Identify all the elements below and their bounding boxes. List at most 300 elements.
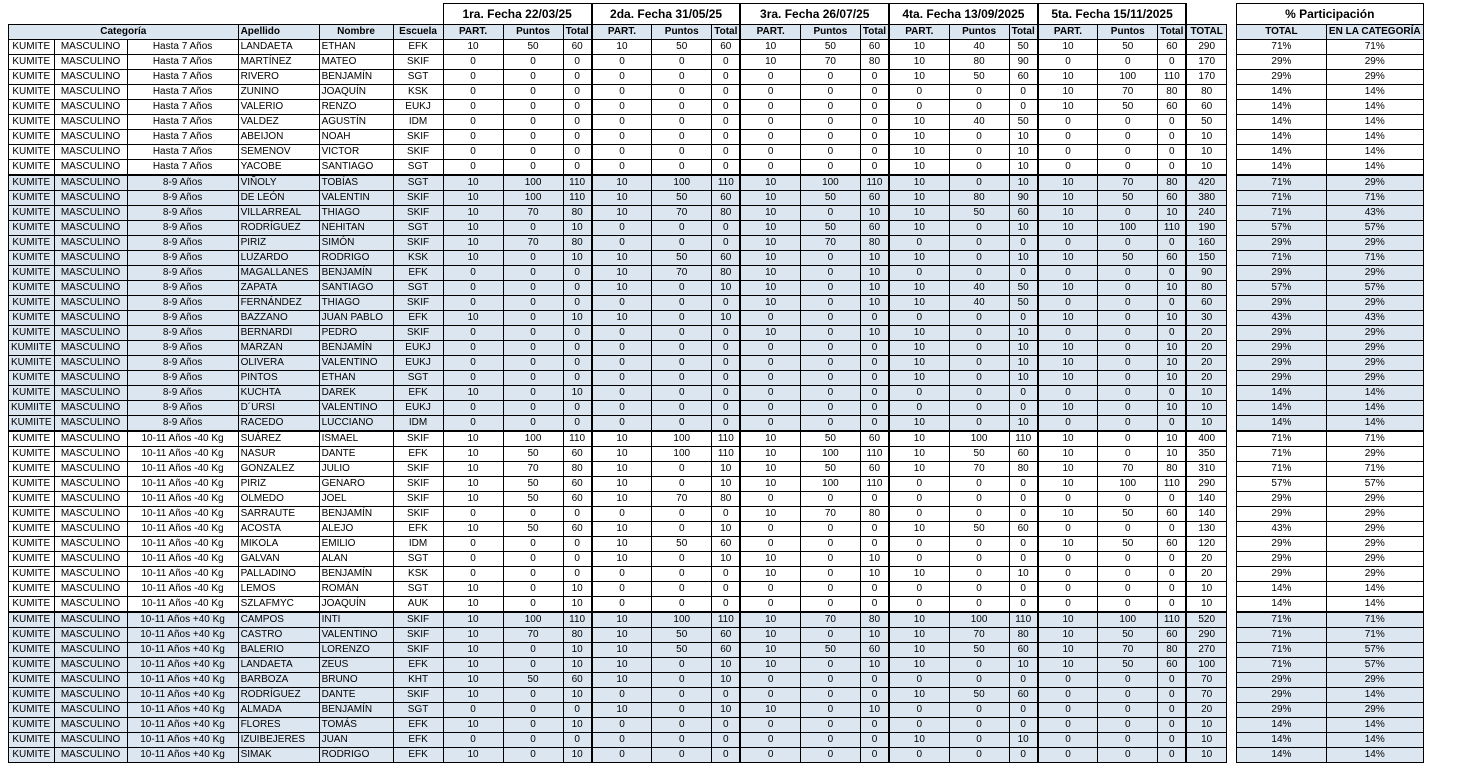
cell-f1-total: 10 [563, 718, 592, 733]
cell-f4-part: 0 [889, 597, 949, 613]
cell-f1-part: 10 [443, 582, 503, 597]
cell-total: 10 [1186, 145, 1226, 160]
cell-f5-part: 10 [1038, 40, 1098, 55]
cell-apellido: CAMPOS [238, 612, 319, 628]
cell-f1-total: 10 [563, 582, 592, 597]
cell-f2-total: 110 [712, 447, 741, 462]
cell-tipo: KUMITE [9, 311, 55, 326]
table-row [9, 431, 1424, 447]
cell-f3-part: 10 [740, 703, 800, 718]
cell-f3-part: 0 [740, 115, 800, 130]
cell-f4-puntos: 50 [949, 447, 1009, 462]
cell-pct-total: 29% [1236, 341, 1326, 356]
table-row [9, 416, 1424, 432]
table-row [9, 688, 1424, 703]
cell-f1-part: 0 [443, 160, 503, 176]
cell-f3-total: 110 [860, 447, 889, 462]
cell-f3-part: 0 [740, 341, 800, 356]
cell-f4-puntos: 0 [949, 582, 1009, 597]
cell-f4-puntos: 0 [949, 100, 1009, 115]
cell-pct-categoria: 29% [1326, 356, 1423, 371]
cell-tipo: KUMITE [9, 673, 55, 688]
cell-categoria: 8-9 Años [127, 311, 238, 326]
cell-f1-part: 10 [443, 612, 503, 628]
cell-apellido: SARRAUTE [238, 507, 319, 522]
cell-nombre: GENARO [319, 477, 393, 492]
table-row [9, 221, 1424, 236]
cell-f5-puntos: 0 [1098, 206, 1158, 221]
cell-f1-total: 0 [563, 416, 592, 432]
cell-total: 290 [1186, 40, 1226, 55]
cell-apellido: PINTOS [238, 371, 319, 386]
cell-genero: MASCULINO [54, 341, 127, 356]
cell-apellido: ACOSTA [238, 522, 319, 537]
cell-f2-puntos: 0 [652, 371, 712, 386]
cell-f3-puntos: 0 [800, 356, 860, 371]
cell-f2-part: 0 [592, 507, 652, 522]
cell-apellido: VIÑOLY [238, 175, 319, 191]
part-header: PART. [740, 25, 800, 40]
cell-f2-total: 110 [712, 431, 741, 447]
cell-f1-puntos: 100 [503, 431, 563, 447]
cell-f3-total: 0 [860, 371, 889, 386]
cell-f5-puntos: 0 [1098, 145, 1158, 160]
cell-f3-puntos: 0 [800, 85, 860, 100]
cell-f3-total: 10 [860, 628, 889, 643]
cell-f4-puntos: 50 [949, 206, 1009, 221]
cell-f5-total: 10 [1158, 401, 1187, 416]
cell-f1-total: 80 [563, 206, 592, 221]
cell-pct-total: 14% [1236, 718, 1326, 733]
cell-nombre: JULIO [319, 462, 393, 477]
cell-f3-part: 10 [740, 236, 800, 251]
cell-f5-part: 0 [1038, 492, 1098, 507]
cell-f2-total: 0 [712, 145, 741, 160]
cell-f4-total: 60 [1009, 447, 1038, 462]
cell-nombre: BENJAMÍN [319, 567, 393, 582]
cell-f3-total: 0 [860, 597, 889, 613]
cell-f5-total: 10 [1158, 341, 1187, 356]
cell-genero: MASCULINO [54, 658, 127, 673]
cell-f1-puntos: 50 [503, 40, 563, 55]
cell-genero: MASCULINO [54, 175, 127, 191]
cell-f1-part: 10 [443, 718, 503, 733]
cell-f2-part: 0 [592, 371, 652, 386]
cell-f2-part: 10 [592, 175, 652, 191]
cell-f5-part: 0 [1038, 130, 1098, 145]
cell-f4-puntos: 0 [949, 718, 1009, 733]
cell-apellido: MARTÍNEZ [238, 55, 319, 70]
cell-f4-puntos: 0 [949, 477, 1009, 492]
cell-genero: MASCULINO [54, 537, 127, 552]
cell-f1-part: 10 [443, 673, 503, 688]
cell-f2-total: 0 [712, 386, 741, 401]
cell-f3-part: 10 [740, 206, 800, 221]
cell-nombre: JUAN PABLO [319, 311, 393, 326]
cell-f2-puntos: 0 [652, 718, 712, 733]
cell-f1-part: 0 [443, 130, 503, 145]
cell-f2-puntos: 50 [652, 251, 712, 266]
cell-pct-total: 14% [1236, 386, 1326, 401]
table-row [9, 612, 1424, 628]
cell-escuela: EFK [393, 266, 443, 281]
cell-escuela: SKIF [393, 55, 443, 70]
cell-f5-puntos: 50 [1098, 100, 1158, 115]
cell-tipo: KUMITE [9, 507, 55, 522]
cell-pct-categoria: 57% [1326, 221, 1423, 236]
cell-f2-puntos: 0 [652, 100, 712, 115]
cell-f2-puntos: 0 [652, 326, 712, 341]
cell-nombre: VALENTINO [319, 628, 393, 643]
cell-tipo: KUMITE [9, 597, 55, 613]
cell-f5-total: 0 [1158, 160, 1187, 176]
cell-apellido: SIMAK [238, 748, 319, 763]
cell-f2-part: 0 [592, 341, 652, 356]
cell-genero: MASCULINO [54, 431, 127, 447]
cell-f2-part: 10 [592, 492, 652, 507]
cell-f3-total: 110 [860, 175, 889, 191]
cell-f5-total: 0 [1158, 748, 1187, 763]
cell-f1-total: 80 [563, 462, 592, 477]
table-row [9, 160, 1424, 176]
cell-total: 20 [1186, 567, 1226, 582]
categoria-header: Categoría [9, 25, 239, 40]
cell-tipo: KUMITE [9, 477, 55, 492]
cell-f4-total: 0 [1009, 507, 1038, 522]
cell-pct-total: 71% [1236, 612, 1326, 628]
cell-categoria: Hasta 7 Años [127, 145, 238, 160]
cell-f1-puntos: 70 [503, 206, 563, 221]
cell-f1-part: 10 [443, 477, 503, 492]
cell-categoria: Hasta 7 Años [127, 70, 238, 85]
table-row [9, 191, 1424, 206]
cell-f5-total: 0 [1158, 673, 1187, 688]
table-row [9, 628, 1424, 643]
cell-apellido: SUÁREZ [238, 431, 319, 447]
cell-f4-part: 0 [889, 311, 949, 326]
cell-categoria: 8-9 Años [127, 356, 238, 371]
cell-f3-part: 10 [740, 567, 800, 582]
cell-f3-part: 10 [740, 191, 800, 206]
cell-f1-total: 10 [563, 597, 592, 613]
cell-f5-total: 0 [1158, 718, 1187, 733]
table-row [9, 266, 1424, 281]
cell-apellido: OLMEDO [238, 492, 319, 507]
cell-apellido: LUZARDO [238, 251, 319, 266]
cell-f2-puntos: 0 [652, 55, 712, 70]
cell-f3-puntos: 70 [800, 236, 860, 251]
cell-total: 170 [1186, 55, 1226, 70]
cell-total: 70 [1186, 673, 1226, 688]
cell-f5-total: 0 [1158, 703, 1187, 718]
cell-pct-total: 14% [1236, 100, 1326, 115]
cell-f5-part: 0 [1038, 703, 1098, 718]
cell-f1-total: 0 [563, 703, 592, 718]
cell-tipo: KUMIITE [9, 401, 55, 416]
cell-f2-puntos: 70 [652, 206, 712, 221]
cell-f4-part: 10 [889, 462, 949, 477]
pct-categoria-header: EN LA CATEGORÍA [1326, 25, 1423, 40]
cell-total: 310 [1186, 462, 1226, 477]
cell-f1-part: 0 [443, 115, 503, 130]
cell-f4-part: 10 [889, 658, 949, 673]
table-row [9, 703, 1424, 718]
cell-f3-part: 0 [740, 416, 800, 432]
cell-f4-total: 80 [1009, 462, 1038, 477]
cell-tipo: KUMITE [9, 492, 55, 507]
cell-f1-total: 0 [563, 266, 592, 281]
cell-f2-puntos: 0 [652, 296, 712, 311]
cell-f1-part: 10 [443, 462, 503, 477]
cell-categoria: 10-11 Años +40 Kg [127, 718, 238, 733]
cell-categoria: 10-11 Años -40 Kg [127, 447, 238, 462]
cell-f5-total: 0 [1158, 688, 1187, 703]
cell-f4-total: 10 [1009, 221, 1038, 236]
cell-f4-total: 10 [1009, 130, 1038, 145]
cell-f1-puntos: 0 [503, 145, 563, 160]
cell-f2-total: 0 [712, 55, 741, 70]
cell-nombre: TOMÁS [319, 718, 393, 733]
cell-f4-part: 10 [889, 733, 949, 748]
cell-f1-part: 0 [443, 537, 503, 552]
table-row [9, 341, 1424, 356]
cell-escuela: SKIF [393, 492, 443, 507]
cell-pct-categoria: 14% [1326, 145, 1423, 160]
cell-f2-part: 0 [592, 582, 652, 597]
cell-f2-puntos: 0 [652, 281, 712, 296]
cell-f3-total: 60 [860, 191, 889, 206]
cell-f1-total: 110 [563, 191, 592, 206]
cell-f4-total: 10 [1009, 658, 1038, 673]
cell-f1-total: 0 [563, 371, 592, 386]
cell-genero: MASCULINO [54, 401, 127, 416]
cell-f1-puntos: 50 [503, 447, 563, 462]
cell-f2-puntos: 50 [652, 40, 712, 55]
cell-f3-total: 0 [860, 748, 889, 763]
cell-f5-total: 0 [1158, 236, 1187, 251]
cell-f3-part: 0 [740, 522, 800, 537]
cell-f4-total: 0 [1009, 236, 1038, 251]
cell-f3-total: 0 [860, 145, 889, 160]
cell-f2-part: 10 [592, 266, 652, 281]
cell-f5-total: 110 [1158, 477, 1187, 492]
cell-tipo: KUMITE [9, 145, 55, 160]
cell-genero: MASCULINO [54, 70, 127, 85]
cell-f5-total: 60 [1158, 537, 1187, 552]
cell-escuela: EFK [393, 748, 443, 763]
cell-categoria: 8-9 Años [127, 266, 238, 281]
cell-tipo: KUMITE [9, 612, 55, 628]
cell-pct-categoria: 14% [1326, 748, 1423, 763]
cell-categoria: Hasta 7 Años [127, 160, 238, 176]
cell-f4-part: 10 [889, 326, 949, 341]
cell-f5-part: 10 [1038, 371, 1098, 386]
cell-f4-part: 10 [889, 522, 949, 537]
cell-f2-part: 0 [592, 130, 652, 145]
cell-nombre: SIMÓN [319, 236, 393, 251]
cell-escuela: EUKJ [393, 401, 443, 416]
table-row [9, 55, 1424, 70]
cell-f4-puntos: 0 [949, 371, 1009, 386]
cell-f2-part: 0 [592, 688, 652, 703]
cell-total: 20 [1186, 371, 1226, 386]
header-row-columns [9, 25, 1424, 40]
cell-total: 20 [1186, 703, 1226, 718]
cell-f1-puntos: 0 [503, 130, 563, 145]
cell-f4-total: 10 [1009, 326, 1038, 341]
cell-f4-part: 10 [889, 206, 949, 221]
cell-f4-total: 0 [1009, 85, 1038, 100]
cell-total: 30 [1186, 311, 1226, 326]
cell-total: 20 [1186, 341, 1226, 356]
cell-f4-puntos: 0 [949, 658, 1009, 673]
cell-f3-total: 0 [860, 537, 889, 552]
cell-f2-total: 0 [712, 130, 741, 145]
cell-pct-categoria: 14% [1326, 130, 1423, 145]
cell-f3-puntos: 0 [800, 401, 860, 416]
cell-f3-puntos: 100 [800, 477, 860, 492]
cell-tipo: KUMITE [9, 191, 55, 206]
cell-f5-total: 80 [1158, 85, 1187, 100]
cell-f4-total: 0 [1009, 537, 1038, 552]
cell-tipo: KUMITE [9, 718, 55, 733]
cell-total: 140 [1186, 507, 1226, 522]
cell-f2-total: 10 [712, 658, 741, 673]
cell-f2-puntos: 50 [652, 537, 712, 552]
cell-f5-puntos: 0 [1098, 748, 1158, 763]
cell-f5-total: 80 [1158, 462, 1187, 477]
cell-f1-puntos: 0 [503, 582, 563, 597]
cell-f2-part: 10 [592, 251, 652, 266]
cell-total: 60 [1186, 100, 1226, 115]
table-row [9, 296, 1424, 311]
cell-f5-part: 0 [1038, 326, 1098, 341]
cell-f5-total: 0 [1158, 130, 1187, 145]
cell-f4-total: 0 [1009, 386, 1038, 401]
cell-f2-part: 0 [592, 401, 652, 416]
cell-f3-part: 10 [740, 326, 800, 341]
cell-f1-part: 0 [443, 55, 503, 70]
cell-total: 140 [1186, 492, 1226, 507]
cell-f3-puntos: 100 [800, 447, 860, 462]
cell-categoria: Hasta 7 Años [127, 40, 238, 55]
cell-categoria: 8-9 Años [127, 236, 238, 251]
cell-apellido: MARZAN [238, 341, 319, 356]
cell-f1-puntos: 0 [503, 100, 563, 115]
cell-pct-categoria: 29% [1326, 55, 1423, 70]
cell-categoria: 8-9 Años [127, 326, 238, 341]
cell-pct-categoria: 57% [1326, 477, 1423, 492]
cell-f4-total: 0 [1009, 552, 1038, 567]
cell-f4-puntos: 0 [949, 130, 1009, 145]
cell-f4-part: 0 [889, 582, 949, 597]
cell-f5-total: 0 [1158, 597, 1187, 613]
cell-f1-part: 10 [443, 643, 503, 658]
cell-f4-puntos: 0 [949, 492, 1009, 507]
cell-f3-puntos: 0 [800, 386, 860, 401]
cell-nombre: ETHAN [319, 40, 393, 55]
cell-f4-part: 0 [889, 718, 949, 733]
cell-f1-puntos: 70 [503, 628, 563, 643]
cell-nombre: TOBÍAS [319, 175, 393, 191]
cell-nombre: VALENTINO [319, 356, 393, 371]
cell-pct-total: 14% [1236, 115, 1326, 130]
cell-f3-total: 0 [860, 718, 889, 733]
cell-total: 120 [1186, 537, 1226, 552]
cell-f4-total: 60 [1009, 688, 1038, 703]
cell-nombre: JOAQUÍN [319, 597, 393, 613]
cell-f1-part: 0 [443, 703, 503, 718]
cell-f1-puntos: 50 [503, 477, 563, 492]
cell-apellido: RODRÍGUEZ [238, 221, 319, 236]
cell-apellido: BERNARDI [238, 326, 319, 341]
cell-f4-total: 0 [1009, 673, 1038, 688]
cell-f4-puntos: 0 [949, 85, 1009, 100]
cell-total: 10 [1186, 401, 1226, 416]
cell-pct-total: 57% [1236, 221, 1326, 236]
cell-f1-part: 0 [443, 281, 503, 296]
cell-f5-puntos: 70 [1098, 85, 1158, 100]
cell-f1-part: 10 [443, 221, 503, 236]
cell-f1-puntos: 0 [503, 311, 563, 326]
cell-f2-total: 0 [712, 356, 741, 371]
cell-f1-puntos: 0 [503, 281, 563, 296]
cell-f2-puntos: 0 [652, 85, 712, 100]
cell-f4-puntos: 100 [949, 612, 1009, 628]
cell-total: 60 [1186, 296, 1226, 311]
cell-f3-puntos: 0 [800, 326, 860, 341]
cell-tipo: KUMITE [9, 643, 55, 658]
cell-f1-total: 10 [563, 643, 592, 658]
cell-f3-total: 0 [860, 582, 889, 597]
cell-f5-total: 0 [1158, 326, 1187, 341]
cell-f3-part: 0 [740, 70, 800, 85]
cell-f4-part: 10 [889, 115, 949, 130]
cell-f2-total: 10 [712, 281, 741, 296]
cell-f3-puntos: 0 [800, 341, 860, 356]
cell-f4-part: 0 [889, 537, 949, 552]
cell-escuela: SGT [393, 221, 443, 236]
cell-f1-part: 0 [443, 371, 503, 386]
cell-tipo: KUMITE [9, 40, 55, 55]
cell-tipo: KUMITE [9, 266, 55, 281]
cell-f5-puntos: 0 [1098, 447, 1158, 462]
cell-total: 80 [1186, 85, 1226, 100]
table-row [9, 70, 1424, 85]
cell-f1-puntos: 0 [503, 386, 563, 401]
cell-genero: MASCULINO [54, 597, 127, 613]
cell-pct-total: 29% [1236, 266, 1326, 281]
cell-f5-puntos: 100 [1098, 612, 1158, 628]
cell-f4-part: 0 [889, 703, 949, 718]
cell-pct-total: 14% [1236, 130, 1326, 145]
cell-f3-puntos: 50 [800, 462, 860, 477]
cell-nombre: JUAN [319, 733, 393, 748]
cell-pct-total: 71% [1236, 447, 1326, 462]
cell-f4-total: 90 [1009, 191, 1038, 206]
cell-f1-total: 0 [563, 356, 592, 371]
cell-pct-total: 71% [1236, 191, 1326, 206]
cell-f5-puntos: 0 [1098, 597, 1158, 613]
cell-nombre: RODRIGO [319, 251, 393, 266]
cell-f5-part: 0 [1038, 582, 1098, 597]
cell-escuela: SKIF [393, 507, 443, 522]
cell-escuela: EFK [393, 658, 443, 673]
cell-f5-part: 0 [1038, 567, 1098, 582]
cell-f5-total: 0 [1158, 145, 1187, 160]
cell-f5-puntos: 0 [1098, 311, 1158, 326]
cell-total: 10 [1186, 386, 1226, 401]
